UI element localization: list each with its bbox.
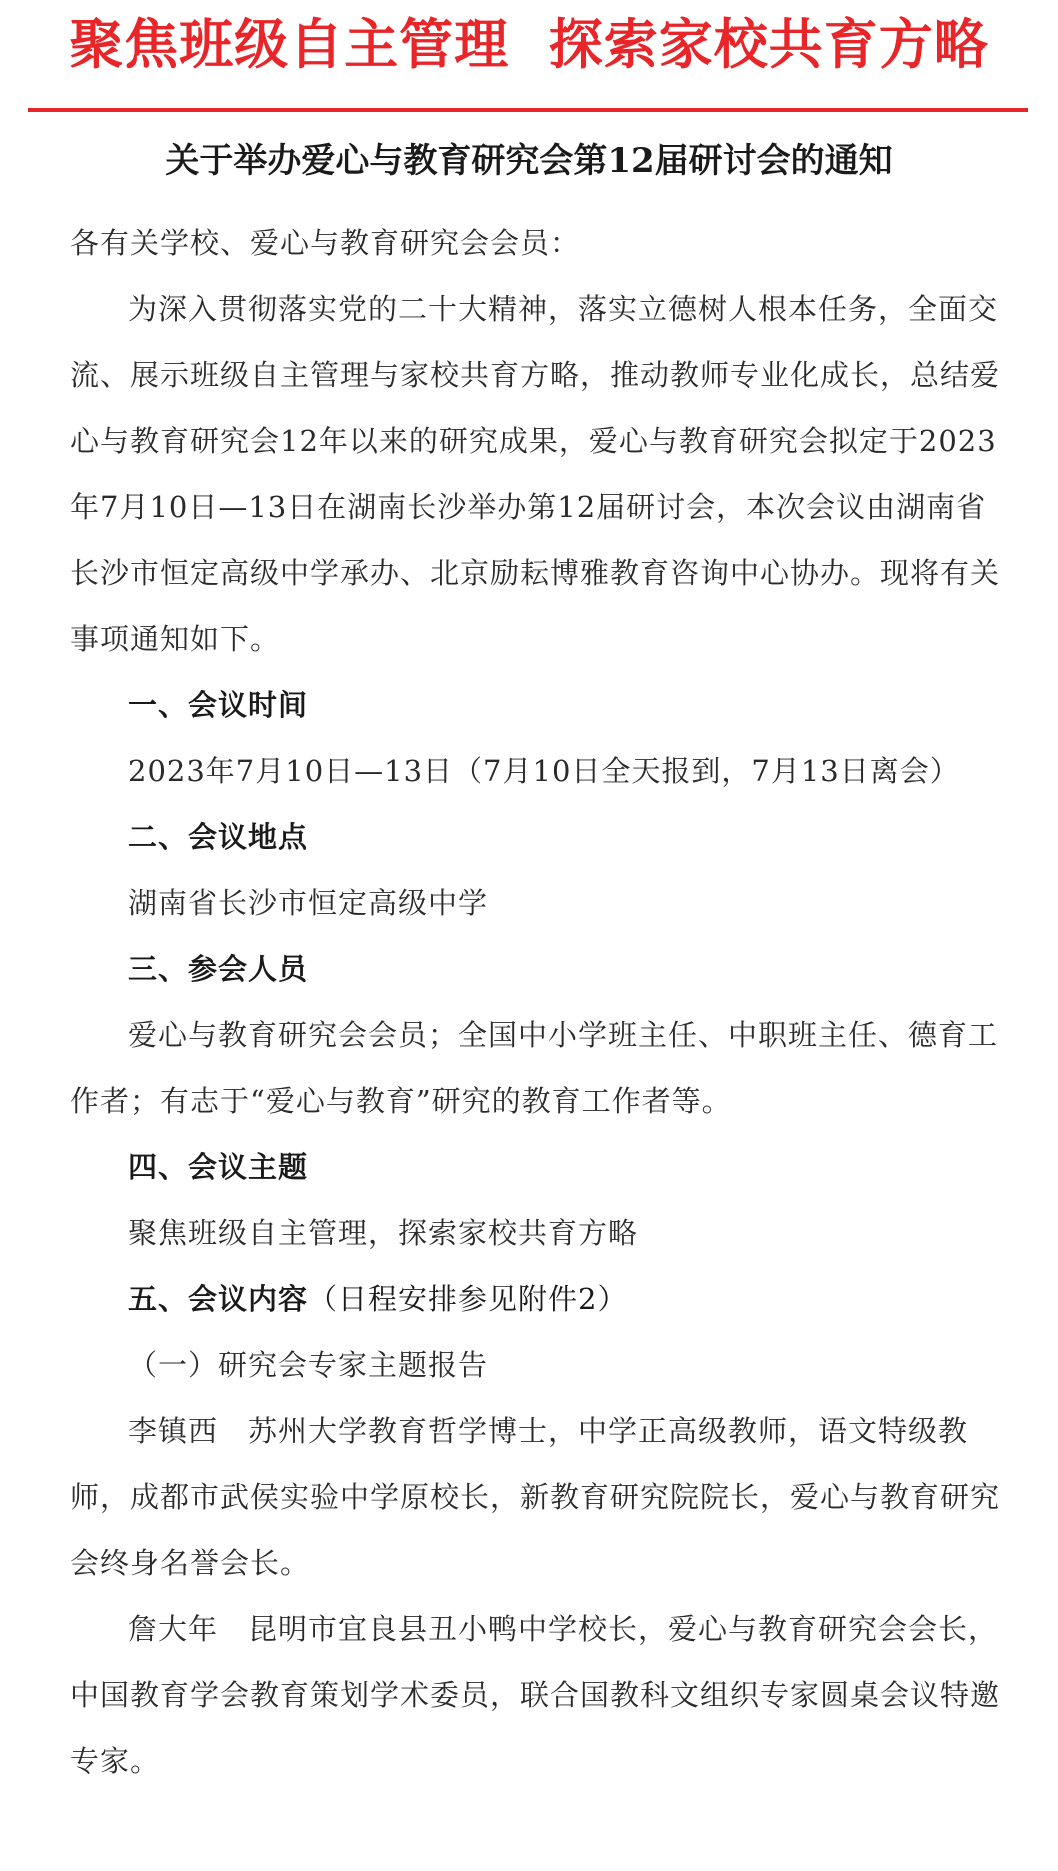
section-heading-location: 二、会议地点 — [128, 820, 309, 854]
expert-bio-li-zhenxi: 李镇西 苏州大学教育哲学博士，中学正高级教师，语文特级教师，成都市武侯实验中学原校长，新教育研究院院长，爱心与教育研究会终身名誉会长。 — [70, 1414, 1001, 1580]
expert-bio-zhan-danian: 詹大年 昆明市宜良县丑小鸭中学校长，爱心与教育研究会会长，中国教育学会教育策划学术委员，联合国教科文组织专家圆桌会议特邀专家。 — [70, 1612, 1001, 1778]
red-divider — [28, 108, 1028, 112]
section-heading-content-label: 五、会议内容 — [128, 1282, 309, 1316]
section-heading-theme: 四、会议主题 — [128, 1150, 309, 1184]
document-title: 关于举办爱心与教育研究会第12届研讨会的通知 — [165, 141, 893, 181]
salutation: 各有关学校、爱心与教育研究会会员： — [70, 226, 581, 260]
banner-title: 聚焦班级自主管理 探索家校共育方略 — [69, 12, 989, 76]
section-content-location: 湖南省长沙市恒定高级中学 — [128, 886, 489, 920]
section-content-time: 2023年7月10日—13日（7月10日全天报到，7月13日离会） — [128, 754, 960, 788]
section-content-participants: 爱心与教育研究会会员；全国中小学班主任、中职班主任、德育工作者；有志于“爱心与教育”研究的教育工作者等。 — [70, 1018, 999, 1118]
document-body — [70, 210, 1002, 1794]
intro-paragraph: 为深入贯彻落实党的二十大精神，落实立德树人根本任务，全面交流、展示班级自主管理与家校共育方略，推动教师专业化成长，总结爱心与教育研究会12年以来的研究成果，爱心与教育研究会拟定于2023年7月10日—13日在湖南长沙举办第12届研讨会，本次会议由湖南省长沙市恒定高级中学承办、北京励耘博雅教育咨询中心协办。现将有关事项通知如下。 — [70, 292, 1001, 656]
section-content-theme: 聚焦班级自主管理，探索家校共育方略 — [128, 1216, 639, 1250]
section-heading-participants: 三、参会人员 — [128, 952, 309, 986]
section-heading-time: 一、会议时间 — [128, 688, 309, 722]
sub-heading-expert-reports: （一）研究会专家主题报告 — [128, 1348, 489, 1382]
section-heading-content — [70, 1266, 1002, 1332]
section-heading-content-note: （日程安排参见附件2） — [308, 1282, 628, 1316]
